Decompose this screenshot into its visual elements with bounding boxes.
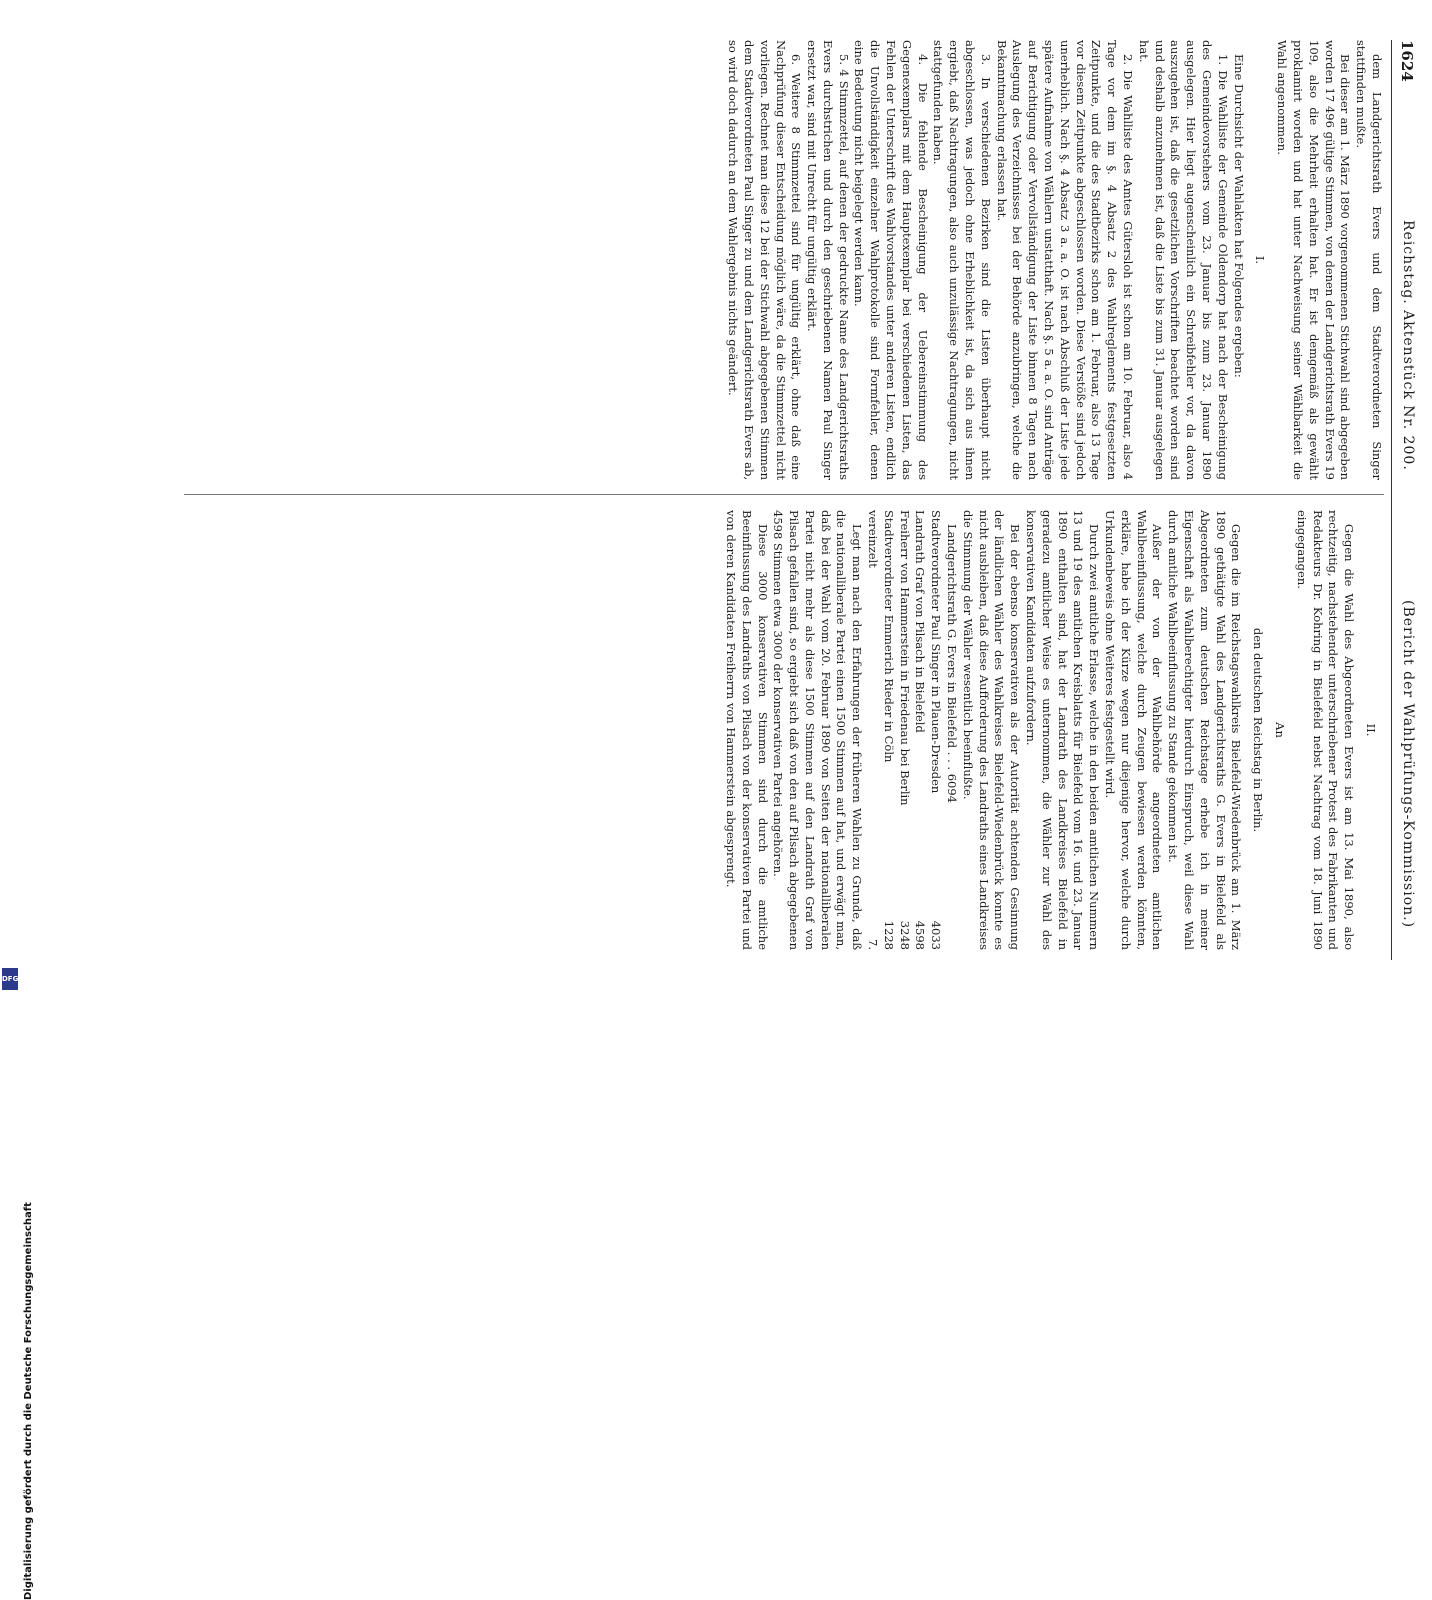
footer-text: Digitalisierung gefördert durch die Deutsche Forschungsgemeinschaft: [23, 1202, 34, 1600]
header-title: Reichstag. Aktenstück Nr. 200.: [1400, 220, 1416, 471]
section-heading: II.: [1364, 723, 1378, 737]
left-column: [724, 40, 1384, 480]
paragraph: 6. Weitere 8 Stimmzettel sind für ungültig erklärt, ohne daß eine Nachprüfung dieser Entscheidung möglich wäre, da die Stimmzettel nicht vorliegen. Rechnet man diese 12 bei der Stichwahl abgegebenen Stimmen dem Stadtverordneten Paul Singer zu und dem Landgerichtsrath Evers ab, so wird doch dadurch an dem Wahlergebnis nichts geändert.: [726, 40, 804, 480]
paragraph: 2. Die Wahlliste des Amtes Gütersloh ist schon am 10. Februar, also 4 Tage vor dem im §. 4 Absatz 2 des Wahlreglements festgesetzten Zeitpunkte, und die des Stadtbezirks schon am 1. Februar, also 13 Tage vor diesem Zeitpunkte abgeschlossen worden. Diese Verstöße sind jedoch unerheblich. Nach §. 4 Absatz 3 a. a. O. ist nach Abschluß der Liste jede spätere Aufnahme von Wählern unstatthaft. Nach §. 5 a. a. O. sind Anträge auf Berichtigung oder Vervollständigung der Liste binnen 8 Tagen nach Auslegung des Verzeichnisses bei der Behörde anzubringen, welche die Bekanntmachung erlassen hat.: [994, 40, 1136, 480]
result-label: Stadtverordneter Emmerich Rieder in Cöln: [881, 510, 896, 763]
paragraph: Landgerichtsrath G. Evers in Bielefeld . . . 6094: [945, 524, 960, 803]
result-label: vereinzelt: [866, 510, 881, 568]
section-heading: An: [1273, 722, 1288, 738]
result-row: [927, 510, 943, 950]
paragraph: 3. In verschiedenen Bezirken sind die Listen überhaupt nicht abgeschlossen, was jedoch ohne Erheblichkeit ist, da sich aus ihnen ergiebt, daß Nachtragungen, also auch unzulässige Nachtragungen, nicht stattgefunden haben.: [931, 40, 993, 480]
paragraph: Gegen die im Reichstagswahlkreis Bielefeld-Wiedenbrück am 1. März 1890 gethätigte Wahl des Landgerichtsraths G. Evers in Bielefeld als Abgeordneten zum deutschen Reichstage erhebe ich in meiner Eigenschaft als Wahlberechtigter hierdurch Einspruch, weil diese Wahl durch amtliche Wahlbeeinflussung zu Stande gekommen ist.: [1166, 510, 1244, 950]
paragraph: Durch zwei amtliche Erlasse, welche in den beiden amtlichen Nummern 13 und 19 des amtlichen Kreisblatts für Bielefeld vom 16. und 23. Januar 1890 enthalten sind, hat der Landrath des Landkreises Bielefeld in geradezu amtlicher Weise es unternommen, die Wähler zur Wahl des konservativen Kandidaten aufzufordern.: [1024, 510, 1102, 950]
paragraph: Bei dieser am 1. März 1890 vorgenommenen Stichwahl sind abgegeben worden 17 496 gültige Stimmen, von denen der Landgerichtsrath Evers 19 109, also die Mehrheit erhalten hat. Er ist demgemäß als gewählt proklamirt worden und hat unter Nachweisung seiner Wählbarkeit die Wahl angenommen.: [1275, 40, 1353, 480]
page-number: 1624: [1398, 40, 1416, 82]
paragraph: dem Landgerichtsrath Evers und dem Stadtverordneten Singer stattfinden mußte.: [1354, 40, 1384, 480]
right-column: [722, 510, 1384, 950]
result-value: 1228: [881, 920, 896, 950]
paragraph: 1. Die Wahlliste der Gemeinde Oldendorp hat nach der Bescheinigung des Gemeindevorstehers vom 23. Januar bis zum 23. Januar 1890 ausgelegen. Hier liegt augenscheinlich ein Schreibfehler vor, da davon auszugehen ist, daß die gesetzlichen Vorschriften beachtet worden sind und deshalb anzunehmen ist, daß die Liste bis zum 31. Januar ausgelegen hat.: [1136, 40, 1230, 480]
result-value: 4033: [929, 920, 944, 950]
paragraph: 4. Die fehlende Bescheinigung der Uebereinstimmung des Gegenexemplars mit dem Hauptexemplar bei verschiedenen Listen, das Fehlen der Unterschrift des Wahlvorstandes unter anderen Listen, endlich die Unvollständigkeit einzelner Wahlprotokolle sind Formfehler, denen eine Bedeutung nicht beigelegt werden kann.: [852, 40, 930, 480]
result-label: Freiherr von Hammerstein in Friedenau bei Berlin: [897, 510, 912, 806]
result-value: 4598: [913, 920, 928, 950]
paragraph: 5. 4 Stimmzettel, auf denen der gedruckte Name des Landgerichtsraths Evers durchstrichen und durch den geschriebenen Namen Paul Singer ersetzt war, sind mit Unrecht für ungültig erklärt.: [805, 40, 851, 480]
page-header: [1391, 40, 1418, 960]
result-row: [880, 510, 896, 950]
paragraph: Bei der ebenso konservativen als der Autorität achtenden Gesinnung der ländlichen Wähler des Wahlkreises Bielefeld-Wiedenbrück konnte es nicht ausbleiben, daß diese Aufforderung des Landraths eines Landkreises die Stimmung der Wähler wesentlich beeinflußte.: [960, 510, 1023, 950]
header-subtitle: (Bericht der Wahlprüfungs-Kommission.): [1400, 600, 1416, 929]
document-page: [118, 40, 1418, 960]
paragraph: Gegen die Wahl des Abgeordneten Evers ist am 13. Mai 1890, also rechtzeitig, nachstehender unterschriebener Protest des Fabrikanten und Redakteurs Dr. Kohring in Bielefeld nebst Nachtrag vom 18. Juni 1890 eingegangen.: [1294, 510, 1357, 950]
result-label: Landrath Graf von Pilsach in Bielefeld: [913, 510, 928, 733]
result-value: 3248: [897, 920, 912, 950]
dfg-logo-icon: DFG: [2, 968, 18, 990]
paragraph: Diese 3000 konservativen Stimmen sind durch die amtliche Beeinflussung des Landraths von Pilsach von der konservativen Partei und von deren Kandidaten Freiherrn von Hammerstein abgesprengt.: [723, 510, 770, 950]
result-label: Stadtverordneter Paul Singer in Plauen-Dresden: [929, 510, 944, 794]
paragraph: Legt man nach den Erfahrungen der früheren Wahlen zu Grunde, daß die nationalliberale Partei einen 1500 Stimmen auf hat, und erwägt man, daß bei der Wahl vom 20. Februar 1890 von Seiten der nationalliberalen Partei nicht mehr als diese 1500 Stimmen auf den Landrath Graf von Pilsach gefallen sind, so ergiebt sich daß von den auf Pilsach abgegebenen 4598 Stimmen etwa 3000 der konservativen Partei angehören.: [771, 510, 865, 950]
result-row: [912, 510, 928, 950]
section-heading: den deutschen Reichstag in Berlin.: [1251, 627, 1266, 833]
result-row: [896, 510, 912, 950]
column-divider: [184, 494, 1384, 495]
result-value: 7.: [866, 939, 881, 950]
result-row: [864, 510, 880, 950]
digitization-footer: [3, 600, 34, 1600]
paragraph: Eine Durchsicht der Wahlakten hat Folgendes ergeben:: [1231, 54, 1246, 378]
section-heading: I.: [1253, 255, 1268, 265]
paragraph: Außer der von der Wahlbehörde angeordneten amtlichen Wahlbeeinflussung, welche durch Zeugen bewiesen werden könnten, erkläre, habe ich der Kürze wegen nur diejenige hervor, welche durch Urkundenbeweis ohne Weiteres festgestellt wird.: [1103, 510, 1165, 950]
